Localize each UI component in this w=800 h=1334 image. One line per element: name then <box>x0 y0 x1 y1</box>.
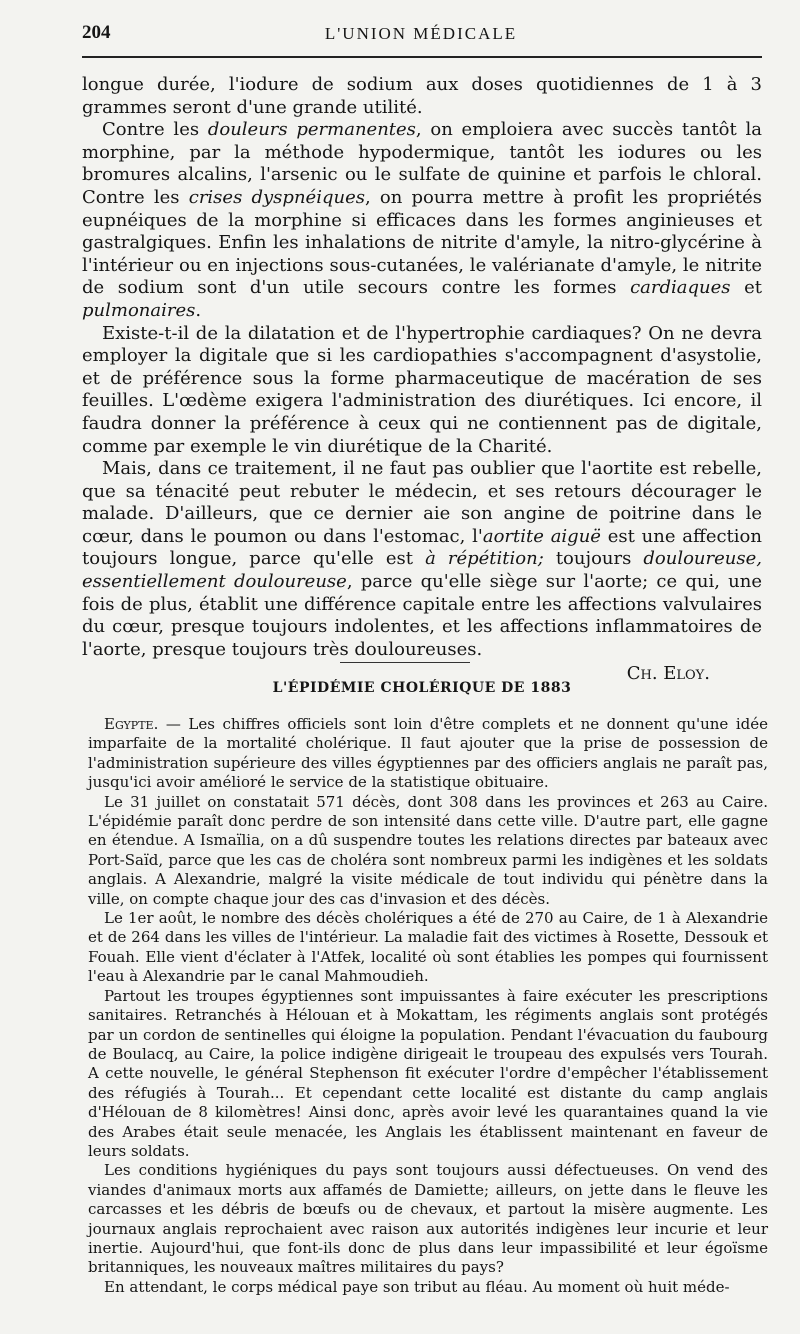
news-body <box>88 715 768 1297</box>
article-body <box>82 74 762 686</box>
running-head <box>82 22 760 46</box>
paragraph: Mais, dans ce traitement, il ne faut pas oublier que l'aortite est rebelle, que sa ténacité peut rebuter le médecin, et ses retours décourager le malade. D'ailleurs, que ce dernier aie son angine de poitrine dans le cœur, dans le poumon ou dans l'estomac, l'aortite aiguë est une affection toujours longue, parce qu'elle est à répétition; toujours douloureuse, essentiellement douloureuse, parce qu'elle siège sur l'aorte; ce qui, une fois de plus, établit une différence capitale entre les affections valvulaires du cœur, presque toujours indolentes, et les affections inflammatoires de l'aorte, presque toujours très douloureuses. <box>82 458 763 660</box>
place-name: Egypte. <box>104 715 159 733</box>
paragraph: Existe-t-il de la dilatation et de l'hypertrophie cardiaques? On ne devra employer la digitale que si les cardiopathies s'accompagnent d'asystolie, et de préférence sous la forme pharmaceutique de macération de ses feuilles. L'œdème exigera l'administration des diurétiques. Ici encore, il faudra donner la préférence à ceux qui ne contiennent pas de digitale, comme par exemple le vin diurétique de la Charité. <box>82 322 762 457</box>
paragraph: Partout les troupes égyptiennes sont impuissantes à faire exécuter les prescriptions sanitaires. Retranchés à Hélouan et à Mokattam, les régiments anglais sont protégés par un cordon de sentinelles qui éloigne la population. Pendant l'évacuation du faubourg de Boulacq, au Caire, la police indigène dirigeait le troupeau des expulsés vers Tourah. A cette nouvelle, le général Stephenson fit exécuter l'ordre d'empêcher l'établissement des réfugiés à Tourah... Et cependant cette localité est distante du camp anglais d'Hélouan de 8 kilomètres! Ainsi donc, après avoir levé les quarantaines quand la vie des Arabes était seule menacée, les Anglais les établissent maintenant en faveur de leurs soldats. <box>88 986 768 1160</box>
paragraph: Egypte. — Les chiffres officiels sont loin d'être complets et ne donnent qu'une idée imparfaite de la mortalité cholérique. Il faut ajouter que la prise de possession de l'administration supérieure des villes égyptiennes par des officiers anglais ne paraît pas, jusqu'ici avoir amélioré le service de la statistique obituaire. <box>88 715 768 792</box>
section-title: L'ÉPIDÉMIE CHOLÉRIQUE DE 1883 <box>272 680 572 696</box>
author-signature: Ch. Eloy. <box>626 663 710 685</box>
paragraph: Contre les douleurs permanentes, on emploiera avec succès tantôt la morphine, par la méthode hypodermique, tantôt les iodures ou les bromures alcalins, l'arsenic ou le sulfate de quinine et parfois le chloral. Contre les crises dyspnéiques, on pourra mettre à profit les propriétés eupnéiques de la morphine si efficaces dans les formes anginieuses et gastralgiques. Enfin les inhalations de nitrite d'amyle, la nitro-glycérine à l'intérieur ou en injections sous-cutanées, le valérianate d'amyle, le nitrite de sodium sont d'un utile secours contre les formes cardiaques et pulmonaires. <box>82 119 763 321</box>
page-number: 204 <box>82 22 111 43</box>
header-rule <box>82 56 762 58</box>
section-divider <box>340 662 470 663</box>
paragraph: En attendant, le corps médical paye son tribut au fléau. Au moment où huit méde- <box>104 1277 730 1296</box>
paragraph: Le 1er août, le nombre des décès cholériques a été de 270 au Caire, de 1 à Alexandrie et de 264 dans les villes de l'intérieur. La maladie fait des victimes à Rosette, Dessouk et Fouah. Elle vient d'éclater à l'Atfek, localité où sont établies les pompes qui fournissent l'eau à Alexandrie par le canal Mahmoudieh. <box>88 909 768 986</box>
paragraph: Les conditions hygiéniques du pays sont toujours aussi défectueuses. On vend des viandes d'animaux morts aux affamés de Damiette; ailleurs, on jette dans le fleuve les carcasses et les débris de bœufs ou de chevaux, et partout la misère augmente. Les journaux anglais reprochaient avec raison aux autorités indigènes leur incurie et leur inertie. Aujourd'hui, que font-ils donc de plus dans leur impassibilité et leur égoïsme britanniques, les nouveaux maîtres militaires du pays? <box>88 1161 768 1277</box>
paragraph: Le 31 juillet on constatait 571 décès, dont 308 dans les provinces et 263 au Caire. L'épidémie paraît donc perdre de son intensité dans cette ville. D'autre part, elle gagne en étendue. A Ismaïlia, on a dû suspendre toutes les relations directes par bateaux avec Port-Saïd, parce que les cas de choléra sont nombreux parmi les indigènes et les soldats anglais. A Alexandrie, malgré la visite médicale de tout individu qui pénètre dans la ville, on compte chaque jour des cas d'invasion et des décès. <box>88 792 768 908</box>
paragraph: longue durée, l'iodure de sodium aux doses quotidiennes de 1 à 3 grammes seront d'une grande utilité. <box>82 74 762 118</box>
journal-title: L'UNION MÉDICALE <box>324 24 518 43</box>
